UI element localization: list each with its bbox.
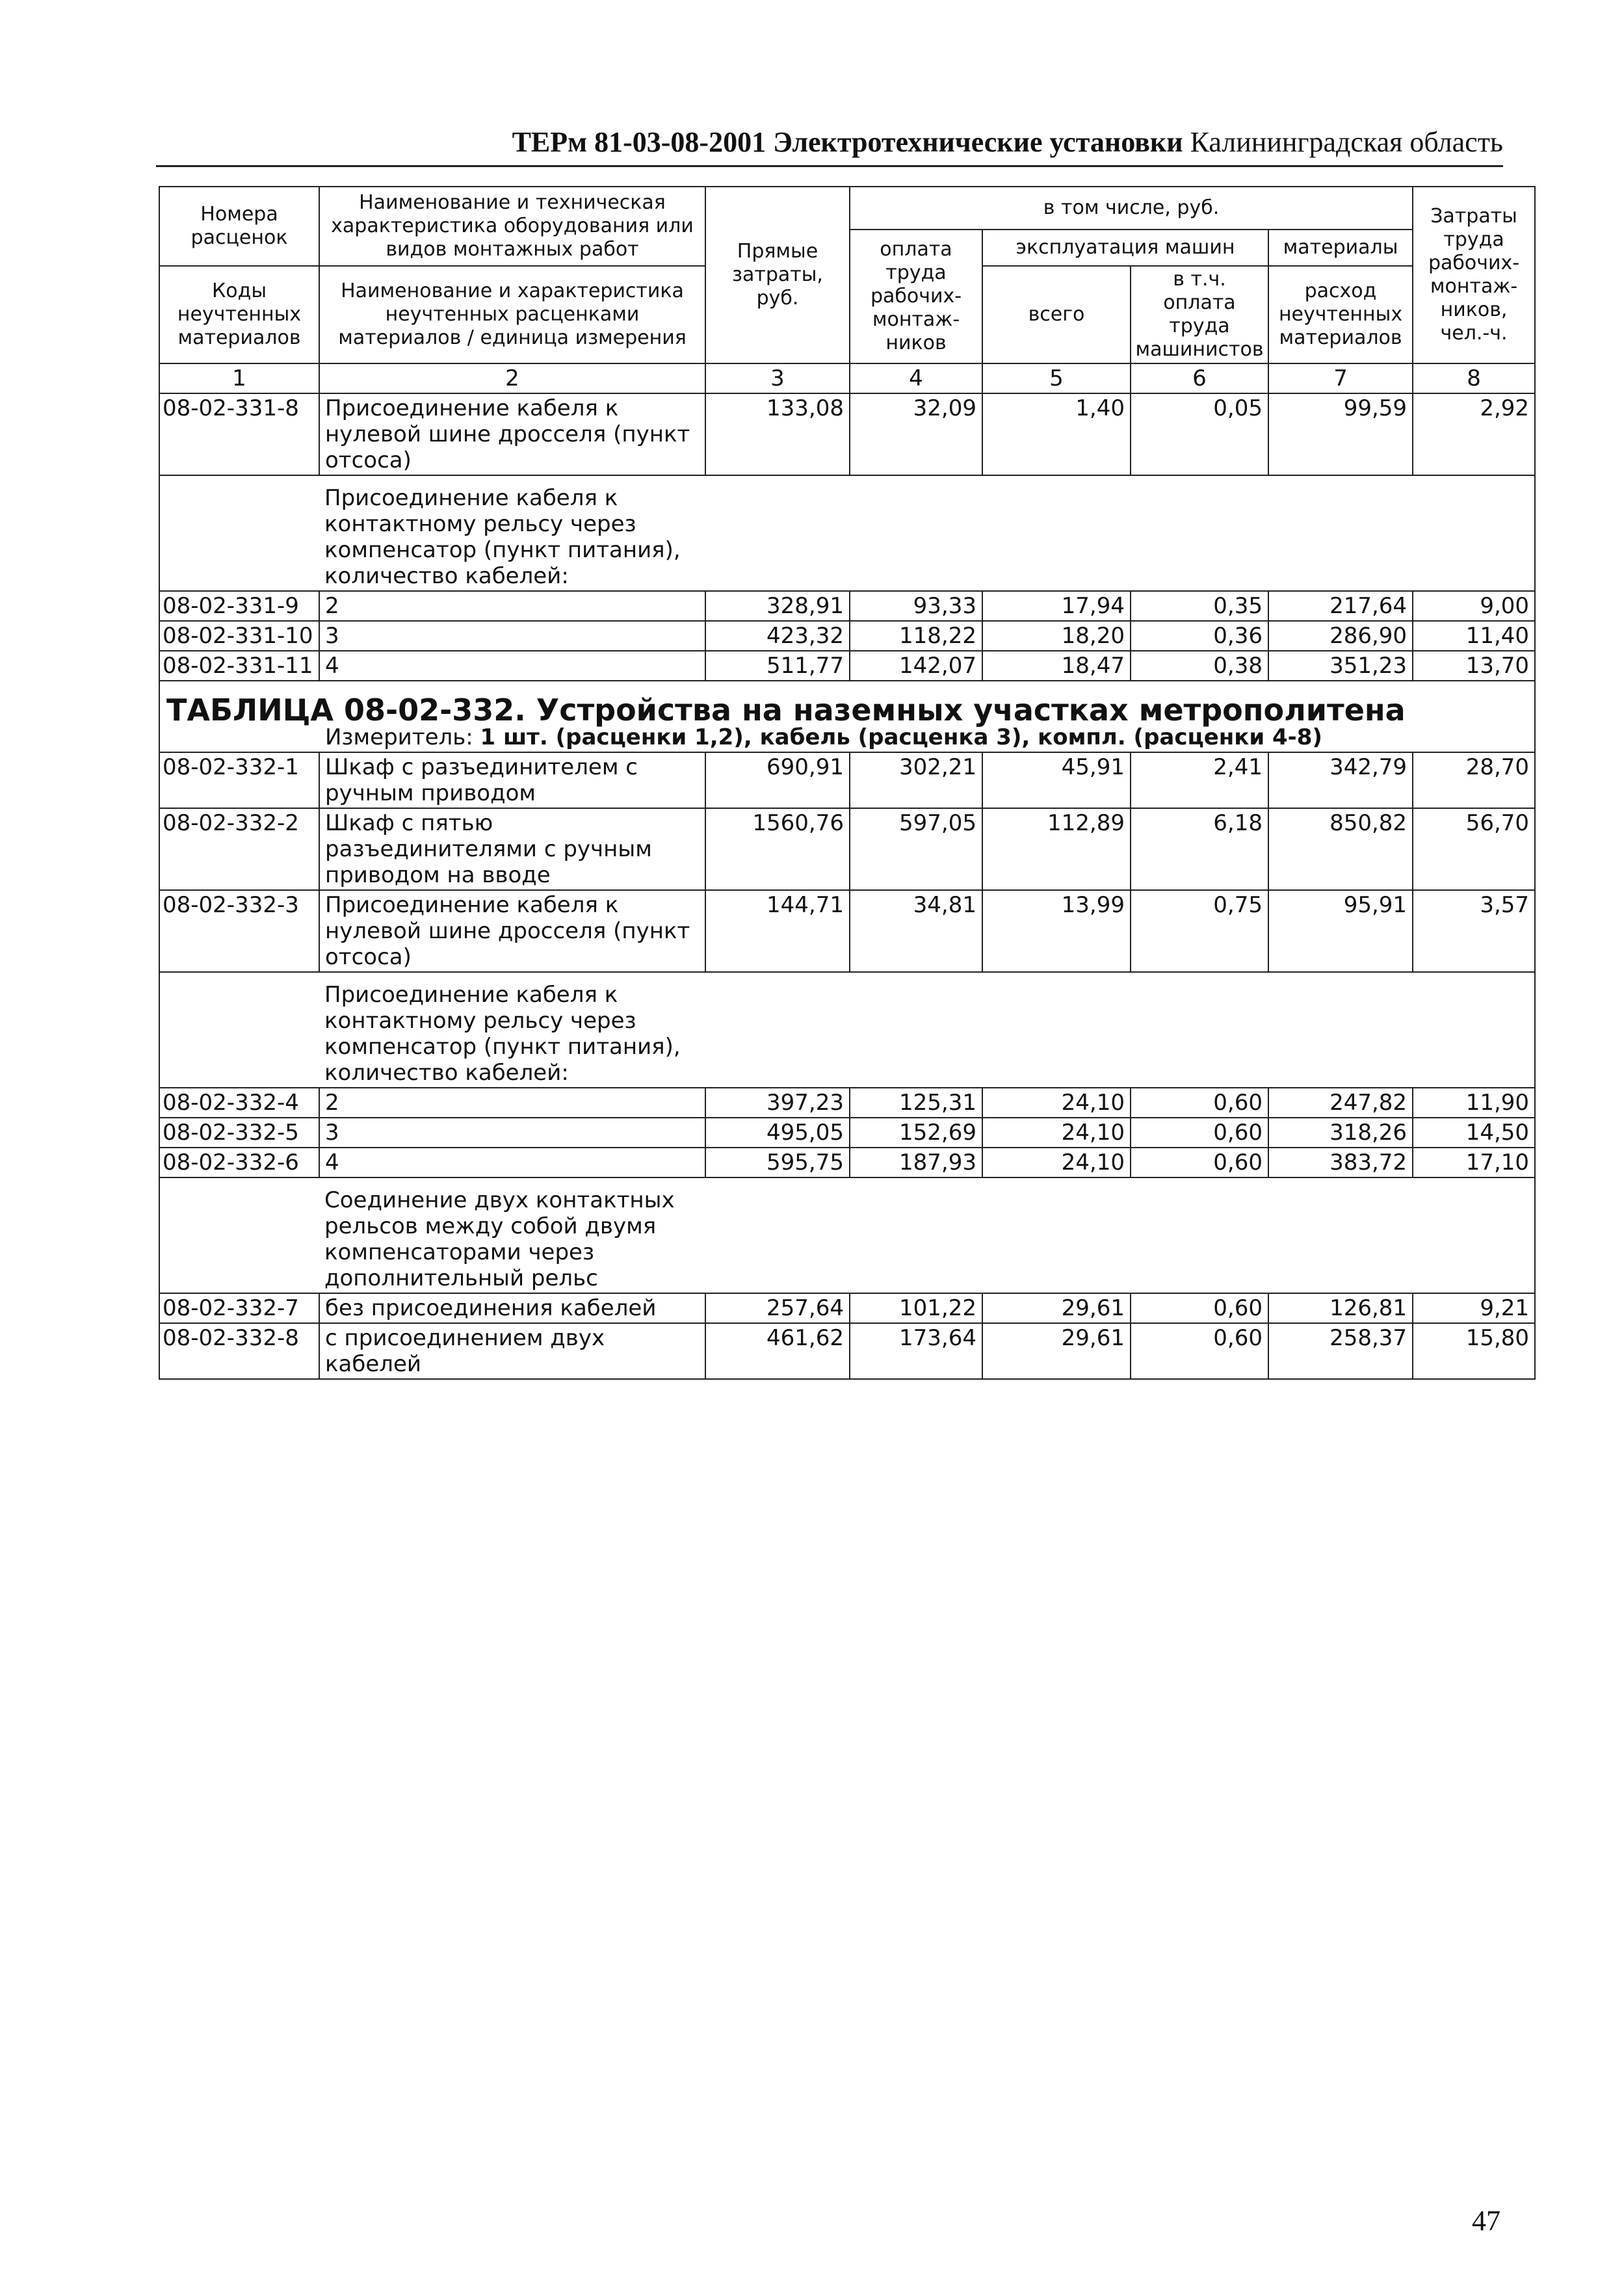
value-cell: 286,90 — [1268, 621, 1413, 651]
head-materials: материалы — [1268, 230, 1413, 266]
value-cell: 24,10 — [982, 1088, 1131, 1118]
value-cell: 318,26 — [1268, 1118, 1413, 1148]
value-cell: 45,91 — [982, 752, 1131, 808]
head-material-usage: расход неучтенных материалов — [1268, 266, 1413, 363]
group-title — [319, 475, 1535, 591]
section-title-row — [159, 681, 1535, 723]
column-number: 4 — [850, 363, 982, 393]
head-work-name: Наименование и техническая характеристика оборудования или видов монтажных работ — [319, 187, 705, 266]
work-name: 2 — [319, 1088, 705, 1118]
group-title-text: Присоединение кабеля к контактному рельсу через компенсатор (пункт питания), количество кабелей: — [324, 982, 681, 1086]
value-cell: 423,32 — [705, 621, 850, 651]
meter-value: 1 шт. (расценки 1,2), кабель (расценка 3), компл. (расценки 4-8) — [480, 724, 1322, 750]
column-number: 1 — [159, 363, 319, 393]
value-cell: 302,21 — [850, 752, 982, 808]
group-row — [159, 972, 1535, 1088]
rate-code: 08-02-332-6 — [159, 1148, 319, 1177]
table-body — [159, 393, 1535, 1379]
value-cell: 1,40 — [982, 393, 1131, 475]
group-title-text: Соединение двух контактных рельсов между собой двумя компенсаторами через дополнительный рельс — [324, 1187, 675, 1291]
group-title-text: Присоединение кабеля к контактному рельсу через компенсатор (пункт питания), количество кабелей: — [324, 485, 681, 589]
value-cell: 511,77 — [705, 651, 850, 681]
work-name: 4 — [319, 651, 705, 681]
column-number: 2 — [319, 363, 705, 393]
rates-table — [159, 186, 1536, 1380]
table-row — [159, 651, 1535, 681]
rate-code: 08-02-331-11 — [159, 651, 319, 681]
work-name: Шкаф с пятью разъединителями с ручным приводом на вводе — [319, 808, 705, 890]
head-worker-wages: оплата труда рабочих-монтаж-ников — [850, 230, 982, 363]
value-cell: 9,21 — [1413, 1293, 1535, 1323]
work-name: Шкаф с разъединителем с ручным приводом — [319, 752, 705, 808]
value-cell: 397,23 — [705, 1088, 850, 1118]
value-cell: 14,50 — [1413, 1118, 1535, 1148]
value-cell: 32,09 — [850, 393, 982, 475]
value-cell: 3,57 — [1413, 890, 1535, 972]
value-cell: 34,81 — [850, 890, 982, 972]
work-name: с присоединением двух кабелей — [319, 1323, 705, 1379]
value-cell: 101,22 — [850, 1293, 982, 1323]
column-numbers-row — [159, 363, 1535, 393]
table-header — [159, 187, 1535, 393]
head-operator-wages: в т.ч. оплата труда машинистов — [1131, 266, 1268, 363]
rate-code: 08-02-332-8 — [159, 1323, 319, 1379]
value-cell: 18,47 — [982, 651, 1131, 681]
column-number: 8 — [1413, 363, 1535, 393]
header-doc-subject: Электротехнические установки — [773, 126, 1183, 158]
value-cell: 597,05 — [850, 808, 982, 890]
table-row — [159, 1293, 1535, 1323]
column-number: 5 — [982, 363, 1131, 393]
column-number: 3 — [705, 363, 850, 393]
rate-code: 08-02-332-2 — [159, 808, 319, 890]
group-title — [319, 972, 1535, 1088]
running-header — [156, 125, 1503, 167]
value-cell: 28,70 — [1413, 752, 1535, 808]
work-name: Присоединение кабеля к нулевой шине дросселя (пункт отсоса) — [319, 393, 705, 475]
table-row — [159, 1148, 1535, 1177]
value-cell: 9,00 — [1413, 591, 1535, 621]
value-cell: 247,82 — [1268, 1088, 1413, 1118]
head-direct-costs: Прямые затраты, руб. — [705, 187, 850, 363]
table-row — [159, 890, 1535, 972]
value-cell: 112,89 — [982, 808, 1131, 890]
header-region: Калининградская область — [1190, 126, 1503, 158]
value-cell: 2,41 — [1131, 752, 1268, 808]
value-cell: 0,60 — [1131, 1323, 1268, 1379]
rate-code: 08-02-332-3 — [159, 890, 319, 972]
value-cell: 0,60 — [1131, 1088, 1268, 1118]
rate-code: 08-02-332-7 — [159, 1293, 319, 1323]
rate-code: 08-02-332-5 — [159, 1118, 319, 1148]
value-cell: 29,61 — [982, 1293, 1131, 1323]
value-cell: 383,72 — [1268, 1148, 1413, 1177]
head-machines-total: всего — [982, 266, 1131, 363]
value-cell: 11,40 — [1413, 621, 1535, 651]
work-name: 3 — [319, 1118, 705, 1148]
value-cell: 187,93 — [850, 1148, 982, 1177]
rate-code: 08-02-331-8 — [159, 393, 319, 475]
value-cell: 690,91 — [705, 752, 850, 808]
table-row — [159, 1118, 1535, 1148]
value-cell: 0,36 — [1131, 621, 1268, 651]
value-cell: 152,69 — [850, 1118, 982, 1148]
value-cell: 93,33 — [850, 591, 982, 621]
table-row — [159, 1088, 1535, 1118]
value-cell: 29,61 — [982, 1323, 1131, 1379]
value-cell: 13,99 — [982, 890, 1131, 972]
value-cell: 0,60 — [1131, 1148, 1268, 1177]
group-row — [159, 475, 1535, 591]
table-row — [159, 752, 1535, 808]
head-rate-numbers: Номера расценок — [159, 187, 319, 266]
group-spacer — [159, 1177, 319, 1293]
value-cell: 328,91 — [705, 591, 850, 621]
group-title — [319, 1177, 1535, 1293]
value-cell: 850,82 — [1268, 808, 1413, 890]
value-cell: 173,64 — [850, 1323, 982, 1379]
value-cell: 342,79 — [1268, 752, 1413, 808]
value-cell: 217,64 — [1268, 591, 1413, 621]
value-cell: 125,31 — [850, 1088, 982, 1118]
value-cell: 95,91 — [1268, 890, 1413, 972]
head-labor-costs: Затраты труда рабочих-монтаж-ников, чел.-ч. — [1413, 187, 1535, 363]
value-cell: 56,70 — [1413, 808, 1535, 890]
head-material-names: Наименование и характеристика неучтенных расценками материалов / единица измерения — [319, 266, 705, 363]
value-cell: 495,05 — [705, 1118, 850, 1148]
table-row — [159, 808, 1535, 890]
value-cell: 17,10 — [1413, 1148, 1535, 1177]
work-name: 3 — [319, 621, 705, 651]
value-cell: 0,35 — [1131, 591, 1268, 621]
meter-label: Измеритель: — [325, 724, 473, 750]
table-row — [159, 393, 1535, 475]
value-cell: 142,07 — [850, 651, 982, 681]
rate-code: 08-02-331-9 — [159, 591, 319, 621]
value-cell: 15,80 — [1413, 1323, 1535, 1379]
value-cell: 0,60 — [1131, 1293, 1268, 1323]
section-title: ТАБЛИЦА 08-02-332. Устройства на наземных участках метрополитена — [159, 681, 1535, 723]
value-cell: 133,08 — [705, 393, 850, 475]
value-cell: 2,92 — [1413, 393, 1535, 475]
value-cell: 6,18 — [1131, 808, 1268, 890]
value-cell: 258,37 — [1268, 1323, 1413, 1379]
header-doc-code: ТЕРм 81-03-08-2001 — [512, 126, 766, 158]
value-cell: 11,90 — [1413, 1088, 1535, 1118]
column-number: 6 — [1131, 363, 1268, 393]
value-cell: 144,71 — [705, 890, 850, 972]
value-cell: 595,75 — [705, 1148, 850, 1177]
value-cell: 13,70 — [1413, 651, 1535, 681]
work-name: 2 — [319, 591, 705, 621]
table-row — [159, 621, 1535, 651]
value-cell: 18,20 — [982, 621, 1131, 651]
work-name: 4 — [319, 1148, 705, 1177]
table-row — [159, 1323, 1535, 1379]
page-number: 47 — [1472, 2205, 1500, 2237]
value-cell: 1560,76 — [705, 808, 850, 890]
work-name: Присоединение кабеля к нулевой шине дросселя (пункт отсоса) — [319, 890, 705, 972]
value-cell: 24,10 — [982, 1148, 1131, 1177]
head-material-codes: Коды неучтенных материалов — [159, 266, 319, 363]
value-cell: 24,10 — [982, 1118, 1131, 1148]
work-name: без присоединения кабелей — [319, 1293, 705, 1323]
value-cell: 126,81 — [1268, 1293, 1413, 1323]
value-cell: 0,75 — [1131, 890, 1268, 972]
group-row — [159, 1177, 1535, 1293]
column-number: 7 — [1268, 363, 1413, 393]
rate-code: 08-02-331-10 — [159, 621, 319, 651]
head-including: в том числе, руб. — [850, 187, 1413, 230]
value-cell: 257,64 — [705, 1293, 850, 1323]
value-cell: 0,05 — [1131, 393, 1268, 475]
value-cell: 17,94 — [982, 591, 1131, 621]
value-cell: 118,22 — [850, 621, 982, 651]
rate-code: 08-02-332-1 — [159, 752, 319, 808]
value-cell: 99,59 — [1268, 393, 1413, 475]
value-cell: 0,60 — [1131, 1118, 1268, 1148]
value-cell: 0,38 — [1131, 651, 1268, 681]
value-cell: 351,23 — [1268, 651, 1413, 681]
table-row — [159, 591, 1535, 621]
value-cell: 461,62 — [705, 1323, 850, 1379]
rate-code: 08-02-332-4 — [159, 1088, 319, 1118]
group-spacer — [159, 475, 319, 591]
group-spacer — [159, 972, 319, 1088]
head-machine-operation: эксплуатация машин — [982, 230, 1268, 266]
